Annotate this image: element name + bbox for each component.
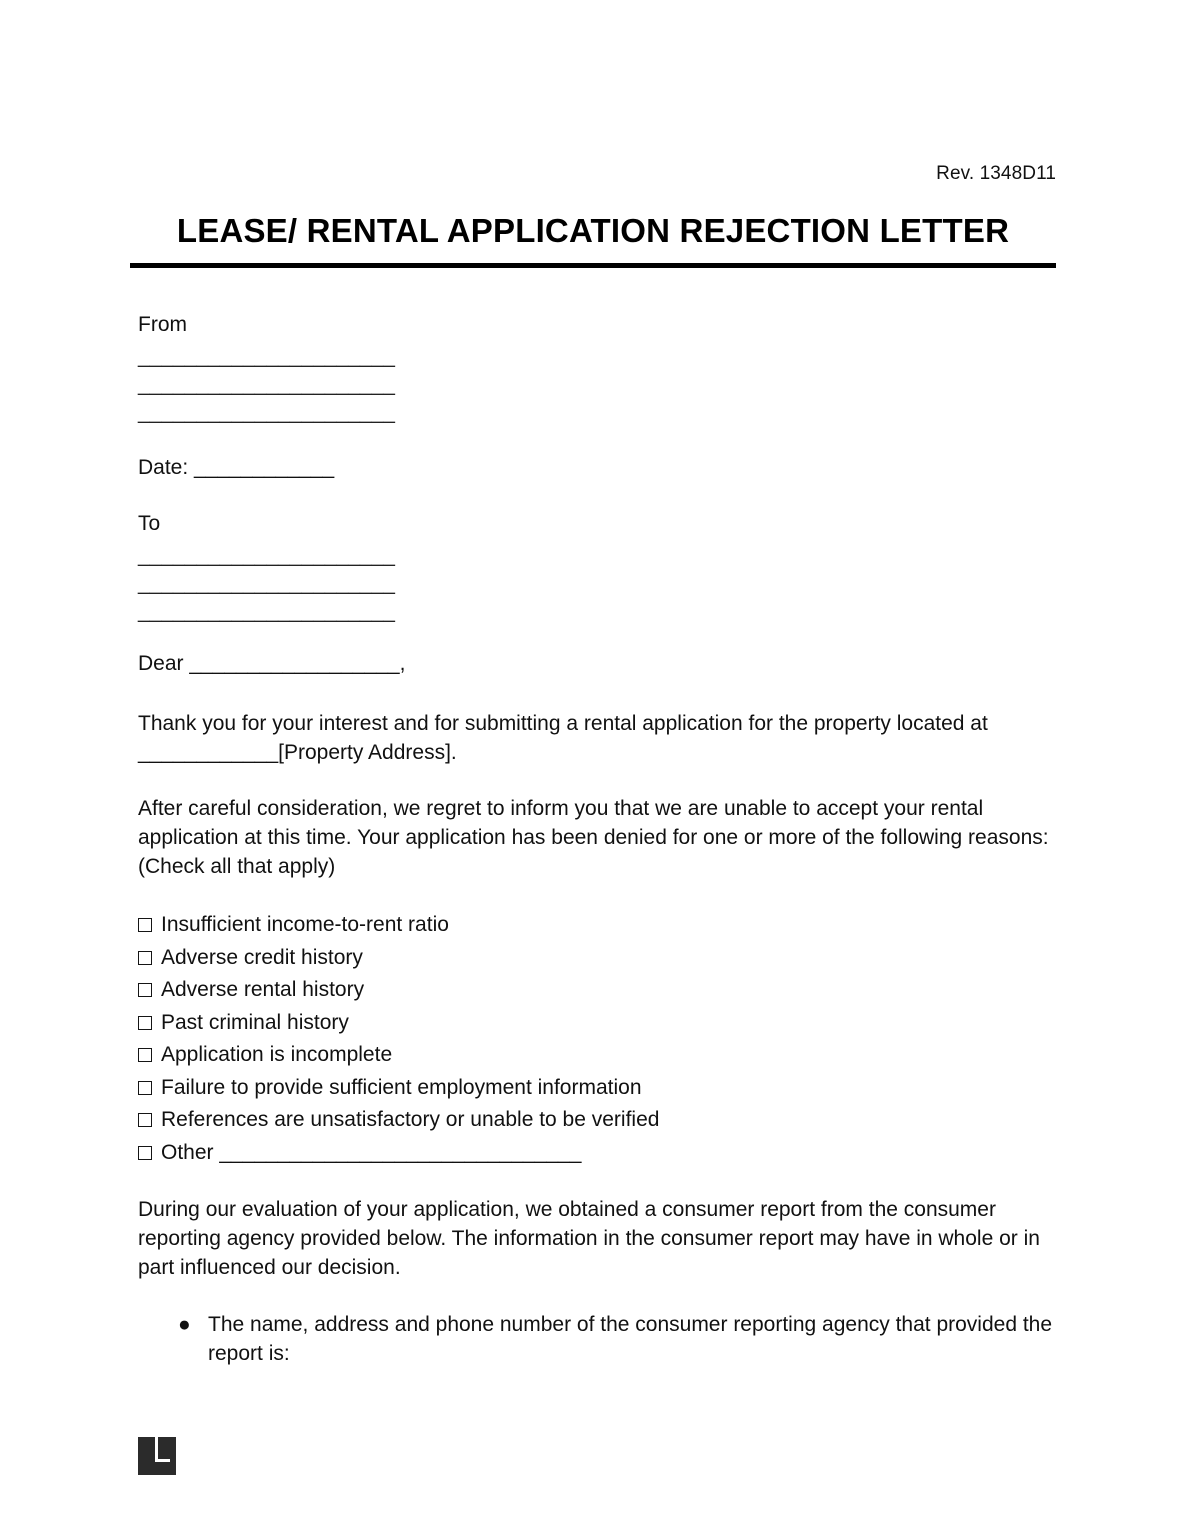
sender-label: From bbox=[138, 313, 187, 336]
sender-address-lines bbox=[138, 343, 395, 427]
checklist-item-label: Past criminal history bbox=[161, 1010, 349, 1034]
date-field[interactable]: Date: ____________ bbox=[138, 456, 335, 479]
recipient-address-line-2[interactable]: ______________________ bbox=[138, 572, 395, 595]
checkbox-icon[interactable] bbox=[138, 1048, 152, 1062]
checklist-item[interactable] bbox=[138, 1104, 1056, 1137]
list-item bbox=[138, 1310, 1056, 1368]
denial-paragraph: After careful consideration, we regret to inform you that we are unable to accept your rental application at this time. Your application has been denied for one or more of the following reasons: (Check all that apply) bbox=[138, 797, 1049, 878]
checklist-item-label: References are unsatisfactory or unable to be verified bbox=[161, 1108, 660, 1131]
checkbox-icon[interactable] bbox=[138, 1081, 152, 1095]
checklist-item[interactable] bbox=[138, 909, 1056, 942]
page-title: LEASE/ RENTAL APPLICATION REJECTION LETTER bbox=[176, 212, 1010, 249]
salutation-block bbox=[138, 650, 405, 678]
sender-address-line-3[interactable]: ______________________ bbox=[138, 401, 395, 424]
sender-block bbox=[138, 311, 395, 427]
checklist-item-label: Adverse credit history bbox=[161, 945, 363, 969]
salutation-field[interactable]: Dear __________________, bbox=[138, 652, 406, 675]
recipient-address-line-1[interactable]: ______________________ bbox=[138, 544, 395, 567]
bullet-icon: ● bbox=[178, 1313, 191, 1336]
reasons-checklist bbox=[138, 909, 1056, 1169]
checklist-item[interactable] bbox=[138, 1007, 1056, 1040]
date-block bbox=[138, 454, 334, 482]
checklist-item-other[interactable] bbox=[138, 1137, 1056, 1170]
checkbox-icon[interactable] bbox=[138, 1016, 152, 1030]
checkbox-icon[interactable] bbox=[138, 1113, 152, 1127]
checkbox-icon[interactable] bbox=[138, 918, 152, 932]
intro-paragraph: Thank you for your interest and for submitting a rental application for the property located at ____________[Property Address]. bbox=[138, 712, 988, 764]
checklist-item-label: Failure to provide sufficient employment information bbox=[161, 1075, 642, 1099]
recipient-address-line-3[interactable]: ______________________ bbox=[138, 600, 395, 623]
sender-address-line-1[interactable]: ______________________ bbox=[138, 345, 395, 368]
consumer-report-paragraph: During our evaluation of your application, we obtained a consumer report from the consumer reporting agency provided below. The information in the consumer report may have in whole or in part influenced our decision. bbox=[138, 1198, 1040, 1279]
list-item-text: The name, address and phone number of the consumer reporting agency that provided the report is: bbox=[208, 1313, 1053, 1365]
recipient-address-lines bbox=[138, 542, 395, 626]
sender-address-line-2[interactable]: ______________________ bbox=[138, 373, 395, 396]
disclosure-list bbox=[138, 1310, 1056, 1368]
checklist-item-label: Adverse rental history bbox=[161, 978, 365, 1001]
checklist-item[interactable] bbox=[138, 1039, 1056, 1072]
recipient-label: To bbox=[138, 512, 161, 535]
checklist-item[interactable] bbox=[138, 942, 1056, 975]
checklist-item-label: Other _______________________________ bbox=[161, 1140, 582, 1164]
title-divider bbox=[130, 263, 1056, 268]
checklist-item[interactable] bbox=[138, 974, 1056, 1007]
checklist-item-label: Insufficient income-to-rent ratio bbox=[161, 913, 449, 936]
checkbox-icon[interactable] bbox=[138, 983, 152, 997]
recipient-block bbox=[138, 510, 395, 626]
legal-templates-logo bbox=[138, 1437, 176, 1475]
logo-inner-shape bbox=[158, 1437, 170, 1459]
checklist-item-label: Application is incomplete bbox=[161, 1043, 393, 1066]
checkbox-icon[interactable] bbox=[138, 1146, 152, 1160]
checkbox-icon[interactable] bbox=[138, 951, 152, 965]
checklist-item[interactable] bbox=[138, 1072, 1056, 1105]
revision-label: Rev. 1348D11 bbox=[936, 163, 1056, 184]
